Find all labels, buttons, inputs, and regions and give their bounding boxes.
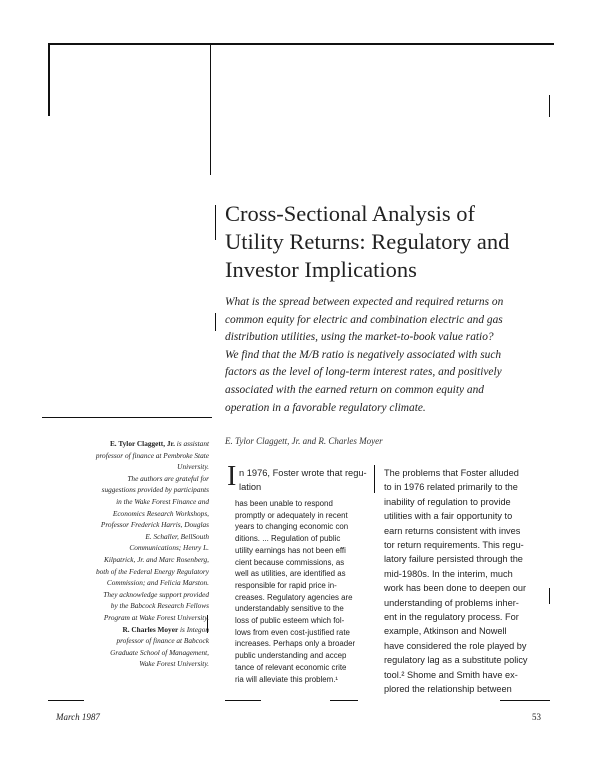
text-line: has been unable to respond (235, 499, 333, 508)
abstract-line: common equity for electric and combination electric and gas (225, 313, 503, 326)
text-line: loss of public esteem which fol- (235, 616, 345, 626)
text-line: plored the relationship between (384, 684, 512, 695)
text-line: have considered the role played by (384, 640, 527, 651)
text-line: tor return requirements. This regu- (384, 540, 524, 551)
author-notes-sidebar (49, 438, 209, 670)
text-line: tool.² Shome and Smith have ex- (384, 669, 518, 680)
abstract-margin-mark (215, 313, 216, 331)
text-line: years to changing economic con (235, 522, 349, 532)
text-line: inability of regulation to provide (384, 496, 511, 507)
text-line: cient because commissions, as (235, 557, 345, 567)
sidebar-line: The authors are grateful for (127, 473, 209, 483)
article-title (225, 200, 565, 284)
title-line: Investor Implications (225, 257, 417, 282)
text-line: responsible for rapid price in- (235, 580, 337, 590)
sidebar-line: Economics Research Workshops, (112, 508, 209, 518)
abstract-line: factors as the level of long-term interest rates, and positively (225, 366, 502, 379)
lead-line: n 1976, Foster wrote that regu- (239, 468, 367, 478)
text-line: well as utilities, are identified as (235, 569, 346, 579)
text-line: utilities with a fair opportunity to (384, 511, 513, 522)
title-line: Utility Returns: Regulatory and (225, 229, 510, 254)
author-byline: E. Tylor Claggett, Jr. and R. Charles Moyer (225, 436, 383, 446)
text-line: to in 1976 related primarily to the (384, 482, 518, 493)
sidebar-line: Program at Wake Forest University. (103, 612, 209, 622)
sidebar-line: E. Schaller, BellSouth (145, 531, 209, 541)
abstract (225, 294, 565, 417)
gutter-rule-top (210, 45, 211, 175)
abstract-line: What is the spread between expected and required returns on (225, 296, 504, 308)
bottom-rule-center (330, 700, 358, 701)
text-line: earn returns consistent with inves (384, 525, 521, 536)
sidebar-line: They acknowledge support provided (103, 589, 209, 599)
text-line: creases. Regulatory agencies are (235, 592, 353, 602)
sidebar-line: Kilpatrick, Jr. and Marc Rosenberg, (103, 554, 209, 564)
text-line: regulatory lag as a substitute policy (384, 655, 528, 666)
sidebar-line: professor of finance at Pembroke State (95, 450, 209, 460)
sidebar-top-rule (42, 417, 212, 418)
abstract-line: operation in a favorable regulatory climate. (225, 401, 426, 414)
text-line: work has been done to deepen our (384, 583, 527, 594)
sidebar-line: Communications; Henry L. (129, 543, 209, 553)
footer-date: March 1987 (56, 712, 100, 722)
sidebar-line: in the Wake Forest Finance and (116, 496, 209, 506)
bottom-rule-middle (225, 700, 261, 701)
text-line: The problems that Foster alluded (384, 468, 519, 478)
lead-line: lation (239, 482, 262, 492)
top-rule (48, 43, 554, 45)
title-margin-mark (215, 205, 216, 240)
text-line: public understanding and accep (235, 651, 347, 661)
column-divider-mark (374, 465, 375, 493)
sidebar-line: R. Charles Moyer is Integon (122, 624, 209, 634)
text-line: understanding of problems inher- (384, 597, 519, 608)
bottom-rule-left (48, 700, 84, 701)
sidebar-line: professor of finance at Babcock (116, 636, 209, 646)
sidebar-line: Commission; and Felicia Marston. (106, 578, 209, 588)
text-line: increases. Perhaps only a broader (235, 639, 356, 649)
text-line: lows from even cost-justified rate (235, 627, 350, 637)
text-line: promptly or adequately in recent (235, 510, 348, 520)
sidebar-line: Professor Frederick Harris, Douglas (100, 520, 209, 530)
text-line: ria will alleviate this problem.¹ (235, 674, 339, 684)
text-line: ent in the regulatory process. For (384, 612, 519, 623)
sidebar-line: Graduate School of Management, (110, 647, 209, 657)
text-line: mid-1980s. In the interim, much (384, 568, 513, 579)
text-line: utility earnings has not been effi (235, 545, 346, 555)
column-1-lead (239, 466, 367, 494)
text-line: ditions. ... Regulation of public (235, 534, 341, 544)
sidebar-line: by the Babcock Research Fellows (110, 601, 209, 611)
title-line: Cross-Sectional Analysis of (225, 201, 475, 226)
sidebar-line: Wake Forest University. (139, 659, 209, 669)
author-name: E. Tylor Claggett, Jr. (109, 439, 175, 448)
column-2 (384, 466, 528, 697)
abstract-line: We find that the M/B ratio is negatively associated with such (225, 348, 502, 361)
author-name: R. Charles Moyer (122, 624, 179, 634)
sidebar-line: E. Tylor Claggett, Jr. is assistant (109, 439, 209, 448)
abstract-line: associated with the earned return on common equity and (225, 383, 484, 396)
bottom-rule-right (500, 700, 550, 701)
text-line: tance of relevant economic crite (235, 662, 347, 672)
abstract-line: distribution utilities, using the market-to-book value ratio? (225, 331, 494, 344)
sidebar-line: University. (177, 462, 209, 472)
left-margin-rule (48, 43, 50, 116)
column-1-quote (235, 498, 355, 685)
right-margin-mark (549, 95, 550, 117)
text-line: example, Atkinson and Nowell (384, 626, 507, 637)
text-line: latory failure persisted through the (384, 554, 523, 565)
sidebar-line: suggestions provided by participants (101, 485, 209, 495)
sidebar-line: both of the Federal Energy Regulatory (95, 566, 209, 576)
drop-cap: I (227, 461, 237, 492)
page-number: 53 (532, 712, 541, 722)
text-line: understandably sensitive to the (235, 604, 344, 614)
right-column-mark (549, 588, 550, 604)
